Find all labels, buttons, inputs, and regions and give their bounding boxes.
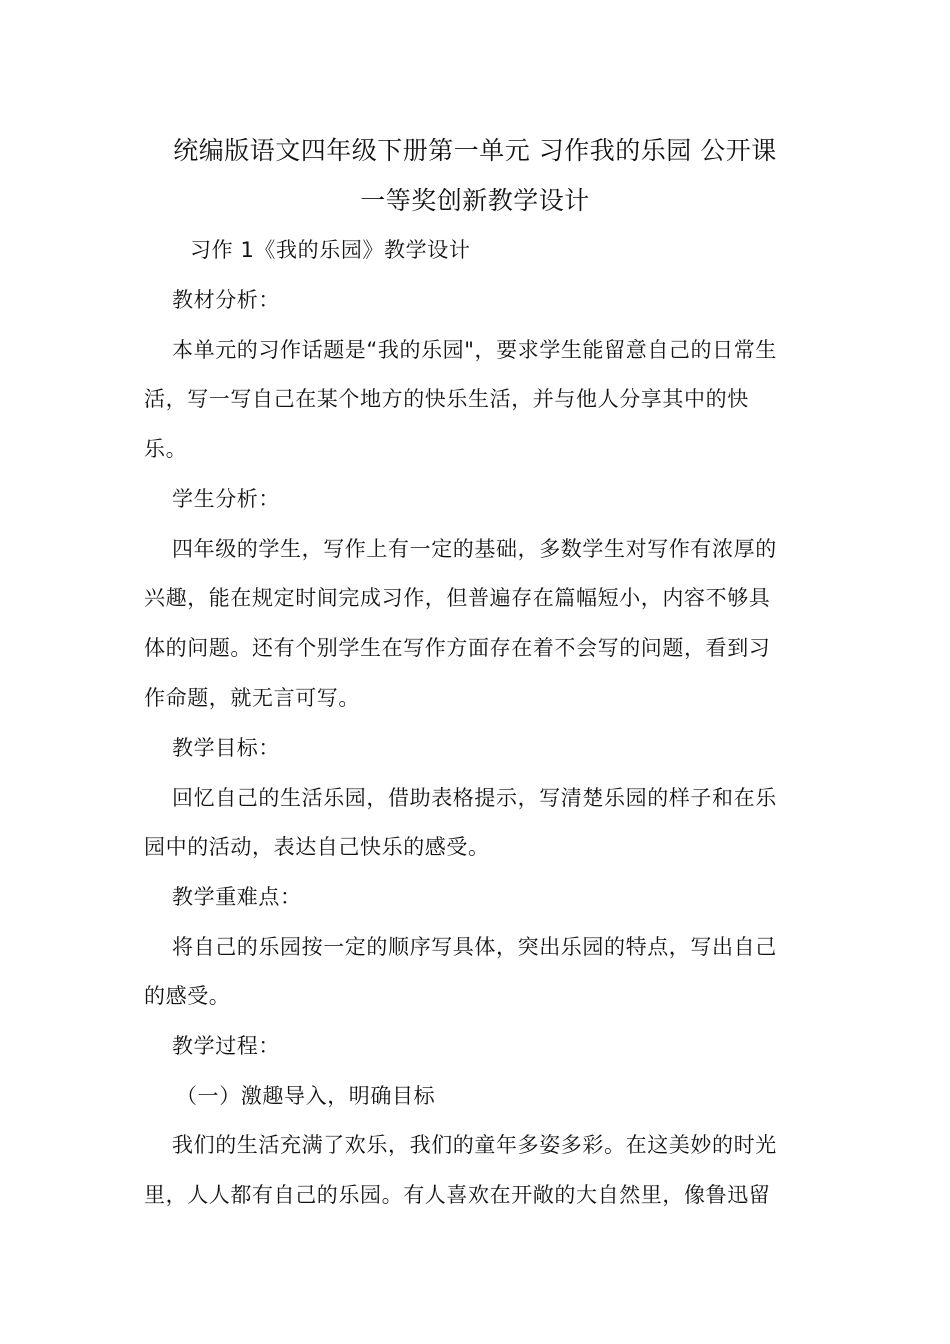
process-paragraph-line: 里，人人都有自己的乐园。有人喜欢在开敞的大自然里，像鲁迅留 [144,1183,771,1207]
materials-heading: 教材分析： [172,288,280,312]
materials-paragraph-line: 本单元的习作话题是“我的乐园"，要求学生能留意自己的日常生 [172,338,777,362]
lesson-subtitle: 习作 1《我的乐园》教学设计 [190,238,471,262]
difficulty-paragraph-line: 的感受。 [144,984,231,1008]
process-heading: 教学过程： [172,1034,280,1058]
goals-heading: 教学目标： [172,736,280,760]
materials-paragraph-line: 乐。 [144,437,188,461]
goals-paragraph-line: 园中的活动，表达自己快乐的感受。 [144,835,490,859]
materials-paragraph-line: 活，写一写自己在某个地方的快乐生活，并与他人分享其中的快 [144,387,749,411]
document-title-line-2: 一等奖创新教学设计 [360,186,590,215]
students-paragraph-line: 四年级的学生，写作上有一定的基础，多数学生对写作有浓厚的 [172,537,777,561]
students-heading: 学生分析： [172,487,280,511]
difficulty-paragraph-line: 将自己的乐园按一定的顺序写具体，突出乐园的特点，写出自己 [172,935,777,959]
document-title-line-1: 统编版语文四年级下册第一单元 习作我的乐园 公开课 [173,136,777,165]
process-step-heading: （一）激趣导入，明确目标 [176,1084,436,1108]
goals-paragraph-line: 回忆自己的生活乐园，借助表格提示，写清楚乐园的样子和在乐 [172,786,777,810]
students-paragraph-line: 体的问题。还有个别学生在写作方面存在着不会写的问题，看到习 [144,636,771,660]
difficulty-heading: 教学重难点： [172,885,302,909]
process-paragraph-line: 我们的生活充满了欢乐，我们的童年多姿多彩。在这美妙的时光 [172,1133,777,1157]
students-paragraph-line: 作命题，就无言可写。 [144,686,360,710]
students-paragraph-line: 兴趣，能在规定时间完成习作，但普遍存在篇幅短小，内容不够具 [144,586,771,610]
